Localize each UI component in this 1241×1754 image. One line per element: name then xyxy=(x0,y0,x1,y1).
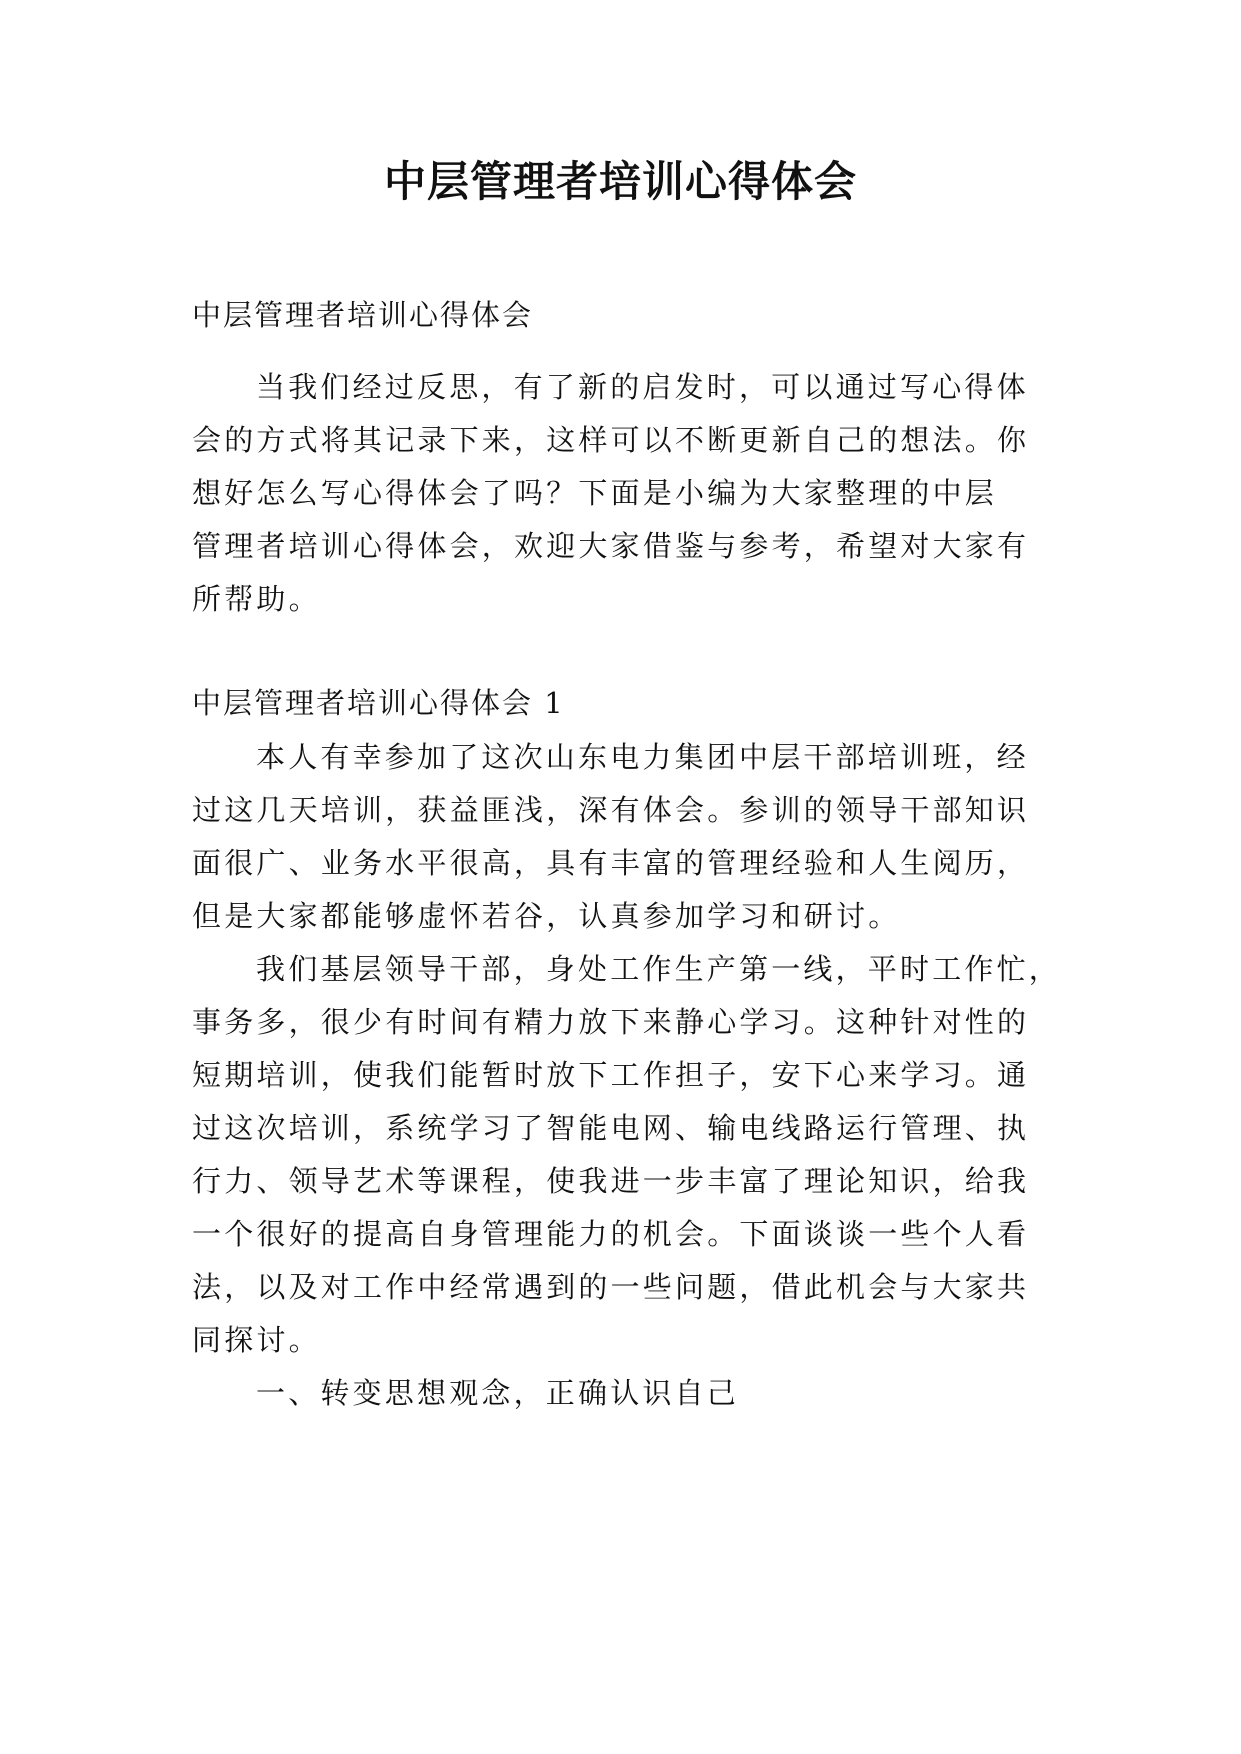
paragraph-line: 一个很好的提高自身管理能力的机会。下面谈谈一些个人看 xyxy=(192,1217,1030,1251)
intro-line: 会的方式将其记录下来，这样可以不断更新自己的想法。你 xyxy=(192,423,1030,457)
document-title: 中层管理者培训心得体会 xyxy=(383,157,857,206)
paragraph-line: 事务多，很少有时间有精力放下来静心学习。这种针对性的 xyxy=(192,1005,1030,1039)
document-subtitle: 中层管理者培训心得体会 xyxy=(192,298,534,332)
paragraph-line: 过这次培训，系统学习了智能电网、输电线路运行管理、执 xyxy=(192,1111,1030,1145)
paragraph-line: 但是大家都能够虚怀若谷，认真参加学习和研讨。 xyxy=(192,899,901,933)
paragraph-line: 过这几天培训，获益匪浅，深有体会。参训的领导干部知识 xyxy=(192,793,1030,827)
intro-line: 想好怎么写心得体会了吗？下面是小编为大家整理的中层 xyxy=(192,476,998,510)
intro-line: 管理者培训心得体会，欢迎大家借鉴与参考，希望对大家有 xyxy=(192,529,1030,563)
paragraph-line: 法，以及对工作中经常遇到的一些问题，借此机会与大家共 xyxy=(192,1270,1030,1304)
paragraph-line: 面很广、业务水平很高，具有丰富的管理经验和人生阅历， xyxy=(192,846,1030,880)
paragraph-line: 行力、领导艺术等课程，使我进一步丰富了理论知识，给我 xyxy=(192,1164,1030,1198)
paragraph-line: 短期培训，使我们能暂时放下工作担子，安下心来学习。通 xyxy=(192,1058,1030,1092)
intro-line: 所帮助。 xyxy=(192,582,321,616)
paragraph-line: 本人有幸参加了这次山东电力集团中层干部培训班，经 xyxy=(256,740,1029,774)
intro-line: 当我们经过反思，有了新的启发时，可以通过写心得体 xyxy=(256,370,1029,404)
paragraph-line: 同探讨。 xyxy=(192,1323,321,1357)
section-heading: 中层管理者培训心得体会 1 xyxy=(192,686,565,720)
point-heading: 一、转变思想观念，正确认识自己 xyxy=(256,1376,740,1410)
paragraph-line: 我们基层领导干部，身处工作生产第一线，平时工作忙， xyxy=(256,952,1062,986)
